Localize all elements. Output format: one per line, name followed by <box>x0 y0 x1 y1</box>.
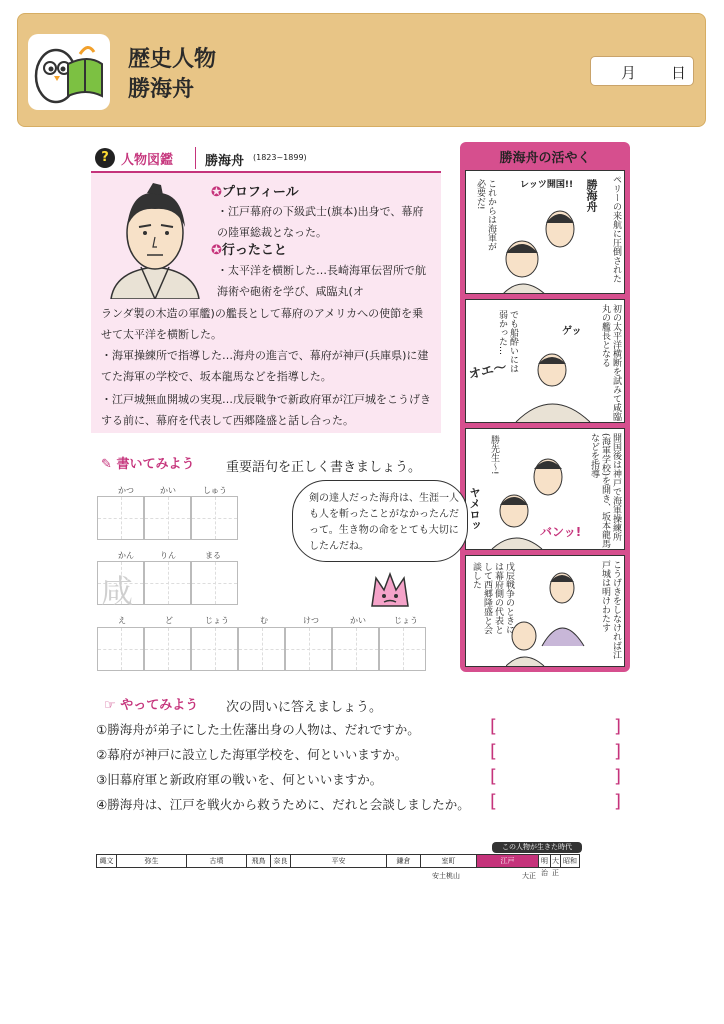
panel-1-figures <box>502 201 592 294</box>
panel-4-speech: こうげきをしなければ江戸城は明けわたす <box>600 560 621 659</box>
kana-row2-2: りん <box>160 551 176 560</box>
page-header <box>17 13 706 127</box>
answer-field-4[interactable] <box>500 793 610 813</box>
panel-3-figures <box>486 449 586 549</box>
answer-2-close: ] <box>614 741 622 762</box>
owl-book-logo-icon <box>28 34 110 110</box>
profile-heading-text: プロフィール <box>221 185 299 200</box>
try-section-title <box>104 694 198 713</box>
answer-4-open: [ <box>490 791 498 812</box>
write-section-title <box>101 453 194 472</box>
portrait-illustration <box>101 181 209 299</box>
write-box-kanji-13[interactable] <box>379 627 426 671</box>
person-years: (1823~1899) <box>253 153 307 162</box>
achievement-1-cont: ランダ製の木造の軍艦)の艦長として幕府のアメリカへの使節を乗せて太平洋を横断した。 <box>101 307 424 341</box>
crown-mascot-icon <box>368 570 412 610</box>
kana-row3-3: じょう <box>205 616 229 625</box>
zukan-badge <box>93 146 189 170</box>
era-showa: 昭和 <box>563 857 577 865</box>
try-title-text: やってみよう <box>120 698 199 713</box>
answer-2-open: [ <box>490 741 498 762</box>
write-title-text: 書いてみよう <box>116 457 195 472</box>
write-box-kanji-6[interactable] <box>191 561 238 605</box>
manga-panel-2 <box>465 299 625 423</box>
era-heian: 平安 <box>291 855 387 867</box>
era-muromachi: 室町 <box>421 855 477 867</box>
panel-2-speech: でも船酔いには弱かった… <box>497 310 518 373</box>
achievements-heading-text: 行ったこと <box>221 243 287 258</box>
answer-field-3[interactable] <box>500 768 610 788</box>
panel-1-name: 勝海舟 <box>585 179 598 212</box>
era-edo: 江戸 <box>477 855 539 867</box>
kana-row1-3: しゅう <box>203 486 227 495</box>
achievements-heading <box>211 239 287 258</box>
kana-row2-3: まる <box>205 551 221 560</box>
manga-panel-1 <box>465 170 625 294</box>
write-box-kanji-3[interactable] <box>191 496 238 540</box>
achievement-3: ・江戸城無血開城の実現…戊辰戦争で新政府軍が江戸城をこうげきする前に、幕府を代表して西郷隆盛と話し合った。 <box>101 393 431 427</box>
kana-row3-2: ど <box>165 616 173 625</box>
panel-3-caption: 開国後は神戸で海軍操練所(海軍学校)を開き、坂本龍馬などを指導 <box>589 433 621 549</box>
question-mark-icon: ? <box>95 148 115 168</box>
kana-row1-1: かつ <box>118 486 134 495</box>
era-timeline <box>96 842 580 880</box>
person-profile-card <box>91 143 441 433</box>
person-name: 勝海舟 <box>205 154 245 169</box>
zukan-label: 人物図鑑 <box>121 153 174 168</box>
kana-row3-6: かい <box>350 616 366 625</box>
kana-row3-7: じょう <box>394 616 418 625</box>
panel-3-sfx-b: バンッ! <box>540 525 582 539</box>
kana-row1-2: かい <box>160 486 176 495</box>
panel-4-caption: 戊辰戦争のときには幕府側の代表として西郷隆盛と会談した <box>471 562 514 634</box>
speech-bubble-text: 剣の達人だった海舟は、生涯一人も人を斬ったことがなかったんだって。生き物の命をとても大切にしたんだね。 <box>309 493 459 552</box>
panel-2-caption: 初の太平洋横断を試みて咸臨丸の艦長となる <box>600 304 621 421</box>
kana-row3-5: けつ <box>303 616 319 625</box>
profile-header <box>91 143 441 173</box>
panel-3-sfx-a: ヤメロッ <box>468 487 481 531</box>
write-box-kanji-11[interactable] <box>285 627 332 671</box>
era-taisho-label: 大正 <box>522 872 536 880</box>
question-4: ④勝海舟は、江戸を戦火から救うために、だれと会談しましたか。 <box>96 797 470 812</box>
answer-3-open: [ <box>490 766 498 787</box>
panel-3-speech: 勝先生〜! <box>489 435 499 475</box>
profile-heading <box>211 181 299 200</box>
manga-panel-3 <box>465 428 625 550</box>
kana-row2-1: かん <box>118 551 134 560</box>
answer-1-close: ] <box>614 716 622 737</box>
page-title-person: 勝海舟 <box>128 77 195 102</box>
kana-row3-1: え <box>118 616 126 625</box>
header-divider <box>195 147 196 169</box>
answer-1-open: [ <box>490 716 498 737</box>
pointing-hand-icon: ☞ <box>104 698 116 713</box>
date-month-label: 月 <box>621 64 637 82</box>
kana-row3-4: む <box>260 616 268 625</box>
answer-field-2[interactable] <box>500 743 610 763</box>
date-field[interactable] <box>590 56 694 86</box>
era-meiji: 明治 <box>539 855 551 867</box>
achievement-1: ・太平洋を横断した…長崎海軍伝習所で航海術や砲術を学び、咸臨丸(オ <box>217 264 426 298</box>
write-box-kanji-12[interactable] <box>332 627 379 671</box>
era-azuchi-momoyama: 安土桃山 <box>432 872 460 880</box>
profile-text: ・江戸幕府の下級武士(旗本)出身で、幕府の陸軍総裁となった。 <box>217 205 424 239</box>
date-day-label: 日 <box>671 64 687 82</box>
answer-4-close: ] <box>614 791 622 812</box>
panel-1-caption: ペリーの来航に圧倒された <box>611 175 621 283</box>
panel-2-figure <box>506 350 596 422</box>
pencil-icon: ✎ <box>101 457 112 472</box>
write-box-kanji-7[interactable] <box>97 627 144 671</box>
answer-field-1[interactable] <box>500 718 610 738</box>
star-icon: ✪ <box>211 185 222 200</box>
manga-strip <box>460 142 630 672</box>
speech-bubble <box>292 480 468 562</box>
manga-panel-4 <box>465 555 625 667</box>
write-box-kanji-8[interactable] <box>144 627 191 671</box>
panel-2-sfx-b: オエ〜 <box>467 360 509 383</box>
try-instruction: 次の問いに答えましょう。 <box>226 700 383 715</box>
achievement-2: ・海軍操練所で指導した…海舟の進言で、幕府が神戸(兵庫県)に建てた海軍の学校で、坂本龍馬などを指導した。 <box>101 349 429 383</box>
era-yayoi: 弥生 <box>117 855 187 867</box>
write-box-kanji-5[interactable] <box>144 561 191 605</box>
answer-3-close: ] <box>614 766 622 787</box>
era-kofun: 古墳 <box>187 855 247 867</box>
question-3: ③旧幕府軍と新政府軍の戦いを、何といいますか。 <box>96 772 383 787</box>
question-2: ②幕府が神戸に設立した海軍学校を、何といいますか。 <box>96 747 408 762</box>
panel-1-speech-b: これからは海軍が必要だ! <box>475 179 496 251</box>
trace-kanji: 咸 <box>101 572 134 610</box>
panel-1-speech-a: レッツ開国!! <box>520 180 574 190</box>
panel-2-sfx-a: ゲッ <box>562 326 582 337</box>
era-asuka: 飛鳥 <box>247 855 271 867</box>
panel-4-figures <box>506 566 596 666</box>
timeline-caption: この人物が生きた時代 <box>492 842 582 853</box>
era-nara: 奈良 <box>271 855 291 867</box>
write-box-kanji-9[interactable] <box>191 627 238 671</box>
write-instruction: 重要語句を正しく書きましょう。 <box>226 460 422 475</box>
era-jomon: 縄文 <box>97 855 117 867</box>
era-taisho: 大正 <box>552 857 559 877</box>
star-icon: ✪ <box>211 243 222 258</box>
page-title-category: 歴史人物 <box>128 47 217 72</box>
manga-title: 勝海舟の活やく <box>499 151 591 166</box>
write-box-kanji-10[interactable] <box>238 627 285 671</box>
write-box-kanji-2[interactable] <box>144 496 191 540</box>
write-box-kanji-1[interactable] <box>97 496 144 540</box>
era-kamakura: 鎌倉 <box>387 855 421 867</box>
question-1: ①勝海舟が弟子にした土佐藩出身の人物は、だれですか。 <box>96 722 420 737</box>
